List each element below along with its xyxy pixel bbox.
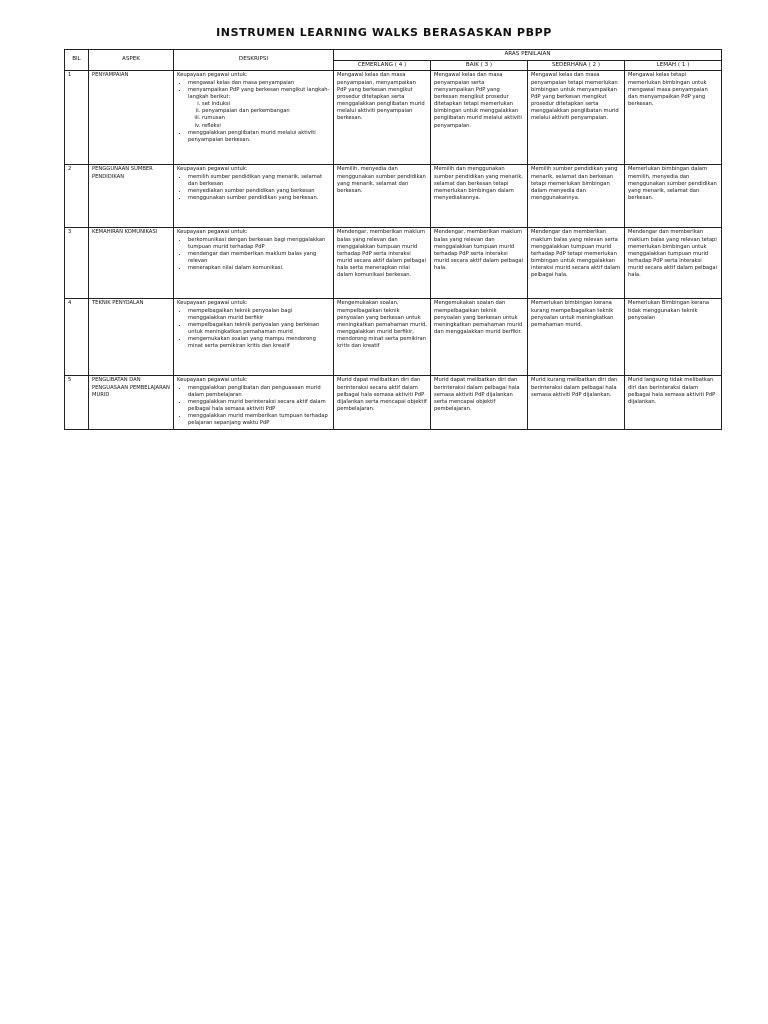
level-baik-cell: Memilih dan menggunakan sumber pendidikan yang menarik, selamat dan berkesan tetapi memerlukan bimbingan dalam menyediakannya. xyxy=(431,165,528,228)
assessment-table xyxy=(64,49,722,430)
table-row xyxy=(65,299,722,376)
list-item: • mempelbagaikan teknik penyoalan bagi menggalakkan murid berfikir xyxy=(188,308,330,322)
desc-intro: Keupayaan pegawai untuk: xyxy=(177,300,248,307)
desc-list xyxy=(177,385,330,428)
list-item xyxy=(188,87,330,130)
sub-list-item: ii. penyampaian dan perkembangan xyxy=(202,108,330,115)
row-bil: 4 xyxy=(65,299,89,376)
list-item: • mengemukakan soalan yang mampu mendorong minat serta pemikiran kritis dan kreatif xyxy=(188,336,330,350)
list-item: • menerapkan nilai dalam komunikasi. xyxy=(188,265,330,272)
desc-list xyxy=(177,237,330,273)
header-level-cemerlang: CEMERLANG ( 4 ) xyxy=(334,60,431,71)
header-deskripsi: DESKRIPSI xyxy=(174,50,334,71)
level-baik-cell: Mengemukakan soalan dan mempelbagaikan teknik penyoalan yang berkesan untuk meningkatkan pemahaman murid dan menggalakkan murid berfikir. xyxy=(431,299,528,376)
desc-list xyxy=(177,174,330,203)
list-item: • mendengar dan memberikan maklum balas yang relevan xyxy=(188,251,330,265)
level-baik-cell: Mendengar, memberikan maklum balas yang relevan dan menggalakkan tumpuan murid terhadap PdP serta interaksi murid secara aktif dalam pelbagai hala. xyxy=(431,228,528,299)
row-aspek: TEKNIK PENYOALAN xyxy=(89,299,174,376)
table-row xyxy=(65,71,722,165)
row-deskripsi xyxy=(174,376,334,429)
list-item: • menggalakkan murid memberikan tumpuan terhadap pelajaran sepanjang waktu PdP xyxy=(188,413,330,427)
sub-list-item: iii. rumusan xyxy=(202,115,330,122)
header-level-baik: BAIK ( 3 ) xyxy=(431,60,528,71)
level-lemah-cell: Memerlukan bimbingan dalam memilih, menyedia dan menggunakan sumber pendidikan yang menarik, selamat dan berkesan. xyxy=(625,165,722,228)
desc-intro: Keupayaan pegawai untuk: xyxy=(177,72,248,79)
row-deskripsi xyxy=(174,299,334,376)
level-lemah-cell: Murid langsung tidak melibatkan diri dan berinteraksi dalam pelbagai hala semasa aktiviti PdP dijalankan. xyxy=(625,376,722,429)
list-item: • mempelbagaikan teknik penyoalan yang berkesan untuk meningkatkan pemahaman murid xyxy=(188,322,330,336)
header-level-sederhana: SEDERHANA ( 2 ) xyxy=(528,60,625,71)
level-baik-cell: Mengawal kelas dan masa penyampaian serta menyampaikan PdP yang berkesan mengikut prosedur ditetapkan tetapi memerlukan bimbingan untuk menggalakkan penglibatan murid melalui aktiviti penyampaian. xyxy=(431,71,528,165)
list-item: • berkomunikasi dengan berkesan bagi menggalakkan tumpuan murid terhadap PdP xyxy=(188,237,330,251)
header-row xyxy=(65,50,722,61)
table-row xyxy=(65,165,722,228)
desc-list xyxy=(177,308,330,351)
table-row xyxy=(65,376,722,429)
row-bil: 2 xyxy=(65,165,89,228)
level-sederhana-cell: Memerlukan bimbingan kerana kurang mempelbagaikan teknik penyoalan untuk meningkatkan pemahaman murid. xyxy=(528,299,625,376)
desc-list xyxy=(177,80,330,145)
list-item: • menggunakan sumber pendidikan yang berkesan. xyxy=(188,195,330,202)
header-level-lemah: LEMAH ( 1 ) xyxy=(625,60,722,71)
level-cemerlang-cell: Mengemukakan soalan, mempelbagaikan teknik penyoalan yang berkesan untuk meningkatkan pemahaman murid, menggalakkan murid berfikir, mendorong minat serta pemikiran kritis dan kreatif xyxy=(334,299,431,376)
level-sederhana-cell: Mendengar dan memberikan maklum balas yang relevan serta menggalakkan tumpuan murid terhadap PdP tetapi memerlukan bimbingan untuk menggalakkan interaksi murid secara aktif dalam pelbagai hala. xyxy=(528,228,625,299)
list-item: • menggalakkan penglibatan dan penguasaan murid dalam pembelajaran xyxy=(188,385,330,399)
level-cemerlang-cell: Mendengar, memberikan maklum balas yang relevan dan menggalakkan tumpuan murid terhadap PdP serta interaksi murid secara aktif dalam pelbagai hala serta menerapkan nilai dalam komunikasi berkesan. xyxy=(334,228,431,299)
row-bil: 1 xyxy=(65,71,89,165)
list-item-text: menyampaikan PdP yang berkesan mengikut langkah-langkah berikut: xyxy=(188,86,330,100)
document-title: INSTRUMEN LEARNING WALKS BERASASKAN PBPP xyxy=(216,26,552,39)
sub-list-item: iv. refleksi xyxy=(202,123,330,130)
row-bil: 3 xyxy=(65,228,89,299)
list-item: • mengawal kelas dan masa penyampaian xyxy=(188,80,330,87)
header-bil: BIL xyxy=(65,50,89,71)
row-deskripsi xyxy=(174,165,334,228)
row-deskripsi xyxy=(174,71,334,165)
list-item: • menggalakkan penglibatan murid melalui aktiviti penyampaian berkesan. xyxy=(188,130,330,144)
row-deskripsi xyxy=(174,228,334,299)
row-bil: 5 xyxy=(65,376,89,429)
list-item: • memilih sumber pendidikan yang menarik, selamat dan berkesan xyxy=(188,174,330,188)
row-aspek: PENGLIBATAN DAN PENGUASAAN PEMBELAJARAN MURID xyxy=(89,376,174,429)
level-lemah-cell: Mengawal kelas tetapi memerlukan bimbingan untuk mengawal masa penyampaian dan menyampaikan PdP yang berkesan. xyxy=(625,71,722,165)
level-baik-cell: Murid dapat melibatkan diri dan berinteraksi dalam pelbagai hala semasa aktiviti PdP dijalankan serta mencapai objektif pembelajaran. xyxy=(431,376,528,429)
level-sederhana-cell: Murid kurang melibatkan diri dan berinteraksi dalam pelbagai hala semasa aktiviti PdP dijalankan. xyxy=(528,376,625,429)
level-lemah-cell: Memerlukan Bimbingan kerana tidak menggunakan teknik penyoalan xyxy=(625,299,722,376)
row-aspek: PENYAMPAIAN xyxy=(89,71,174,165)
sub-list xyxy=(188,101,330,130)
list-item: • menyediakan sumber pendidikan yang berkesan xyxy=(188,188,330,195)
level-lemah-cell: Mendengar dan memberikan maklum balas yang relevan tetapi memerlukan bimbingan untuk menggalakkan tumpuan murid terhadap PdP serta interaksi murid secara aktif dalam pelbagai hala. xyxy=(625,228,722,299)
desc-intro: Keupayaan pegawai untuk: xyxy=(177,166,248,173)
desc-intro: Keupayaan pegawai untuk: xyxy=(177,229,248,236)
list-item: • menggalakkan murid berinteraksi secara aktif dalam pelbagai hala semasa aktiviti PdP xyxy=(188,399,330,413)
level-cemerlang-cell: Memilih, menyedia dan menggunakan sumber pendidikan yang menarik, selamat dan berkesan. xyxy=(334,165,431,228)
row-aspek: PENGGUNAAN SUMBER PENDIDIKAN xyxy=(89,165,174,228)
level-sederhana-cell: Memilih sumber pendidikan yang menarik, selamat dan berkesan tetapi memerlukan bimbingan dalam menyedia dan menggunakannya. xyxy=(528,165,625,228)
row-aspek: KEMAHIRAN KOMUNIKASI xyxy=(89,228,174,299)
sub-list-item: i. set induksi xyxy=(202,101,330,108)
level-sederhana-cell: Mengawal kelas dan masa penyampaian tetapi memerlukan bimbingan untuk menyampaikan PdP yang berkesan mengikut prosedur ditetapkan serta menggalakkan penglibatan murid melalui aktiviti penyampaian. xyxy=(528,71,625,165)
desc-intro: Keupayaan pegawai untuk: xyxy=(177,377,248,384)
level-cemerlang-cell: Murid dapat melibatkan diri dan berinteraksi secara aktif dalam pelbagai hala semasa aktiviti PdP dijalankan serta mencapai objektif pembelajaran. xyxy=(334,376,431,429)
header-aspek: ASPEK xyxy=(89,50,174,71)
level-cemerlang-cell: Mengawal kelas dan masa penyampaian, menyampaikan PdP yang berkesan mengikut prosedur ditetapkan serta menggalakkan penglibatan murid melalui aktiviti penyampaian berkesan. xyxy=(334,71,431,165)
table-row xyxy=(65,228,722,299)
header-aras-penilaian: ARAS PENILAIAN xyxy=(334,50,722,61)
